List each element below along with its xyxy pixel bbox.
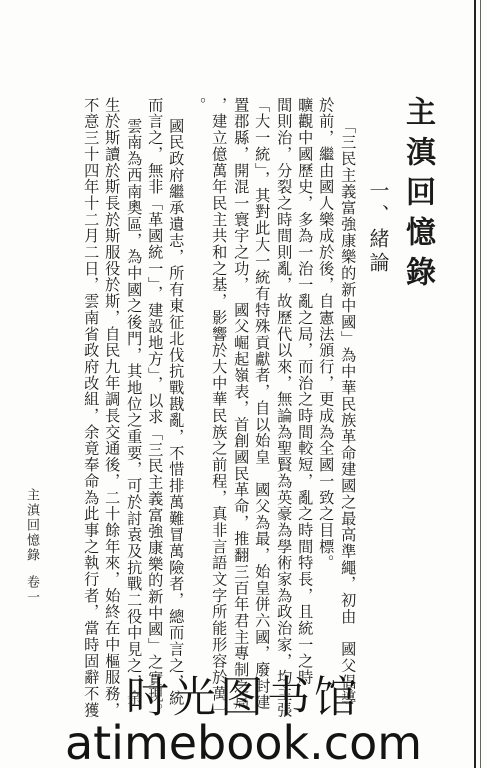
body-column: 生於斯讀於斯長於斯服役於斯，自民九年調長交通後，二十餘年來，始終在中樞服務， <box>103 97 122 719</box>
page-edge-line <box>474 0 476 768</box>
body-column: 曠觀中國歷史，多為一治一亂之局，而治之時間較短，亂之時間特長，且統一之時 <box>296 97 315 686</box>
footer-book-title: 主滇回憶錄 <box>24 488 39 563</box>
page-edge-line <box>480 0 481 768</box>
body-column: 國民政府繼承遺志，所有東征北伐抗戰戡亂，不惜排萬難冒萬險者，總而言之，統 <box>167 118 186 707</box>
body-column: 間則治，分裂之時間則亂，故歷代以來，無論為聖賢為英豪為學術家為政治家，均主張 <box>275 97 294 719</box>
body-column: 雲南為西南奧區，為中國之後門，其地位之重要，可於討袁及抗戰二役中見之，余 <box>125 118 144 707</box>
body-column: 而言之，無非「革國統一」，建設地方」，以求「三民主義富強康樂的新中國」之實現。 <box>146 97 165 720</box>
body-column: 。 <box>189 97 208 114</box>
body-column: 於前，繼由國人樂成於後，自憲法頒行，更成為全國一致之目標。 <box>317 97 336 572</box>
footer-volume: 卷一 <box>24 575 39 605</box>
body-column: 「三民主義富強康樂的新中國」為中華民族革命建國之最高準繩，初由 國父倡導 <box>339 118 358 707</box>
body-column: ，建立億萬年民主共和之基，影響於大中華民族之前程，真非言語文字所能形容於萬一 <box>210 97 229 719</box>
body-column: 「大一統」，其對此大一統有特殊貢獻者，自以始皇 國父為最，始皇併六國，廢封建 <box>253 97 272 711</box>
section-heading: 一、緒論 <box>366 180 390 276</box>
body-column: 置郡縣，開混一寰宇之功， 國父崛起嶺表，首創國民革命，推翻三百年君主專制之局 <box>232 97 251 711</box>
watermark-chinese: 时光图书馆 <box>126 673 361 723</box>
watermark-url: atimebook.com <box>64 716 423 768</box>
book-title: 主滇回憶錄 <box>400 96 435 296</box>
body-column: 不意三十四年十二月二日，雲南省政府改組，余竟奉命為此事之執行者，當時固辭不獲 <box>82 97 101 719</box>
